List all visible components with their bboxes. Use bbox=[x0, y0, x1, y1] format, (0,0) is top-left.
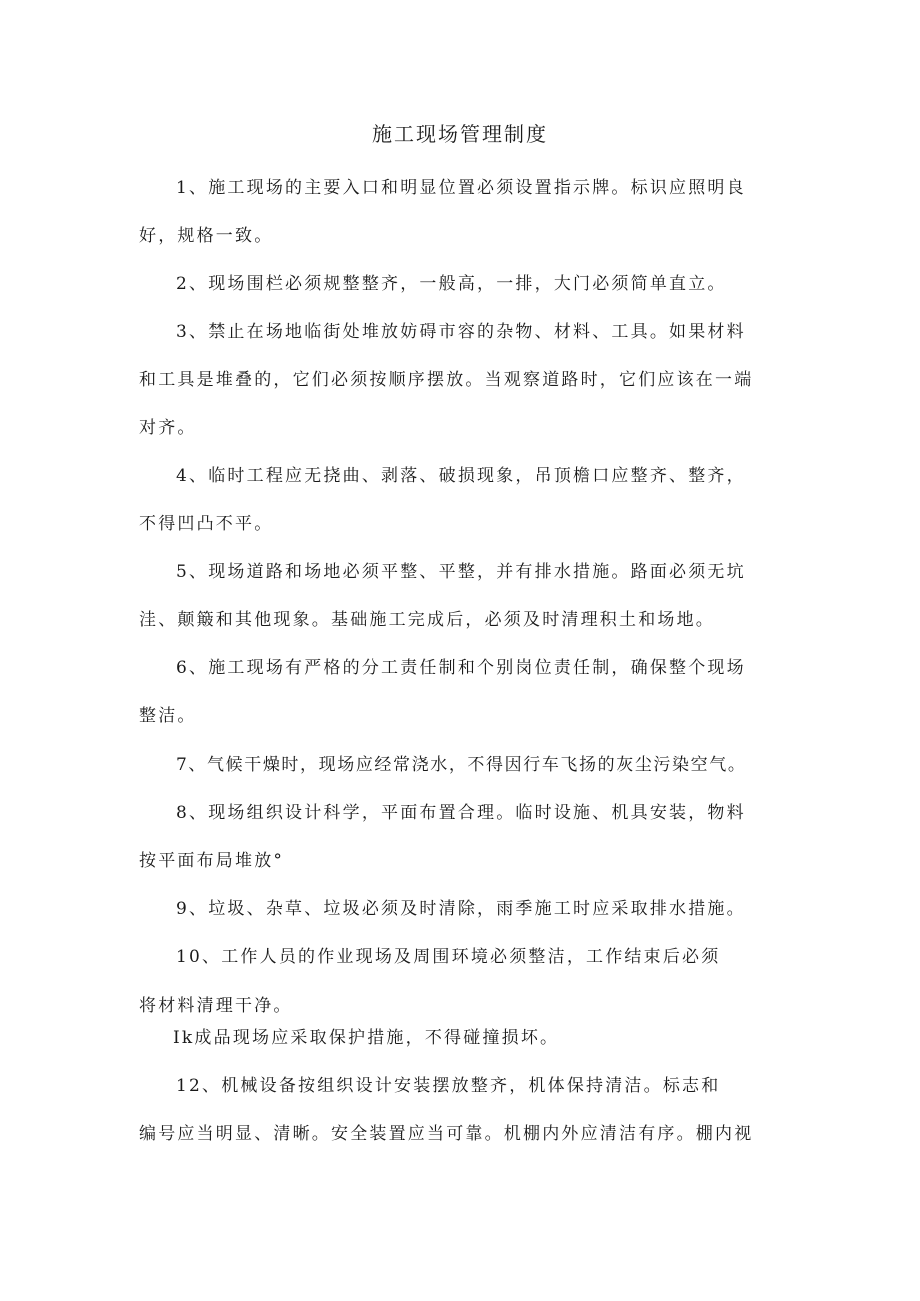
paragraph-line: 1、施工现场的主要入口和明显位置必须设置指示牌。标识应照明良 bbox=[176, 178, 746, 198]
paragraph-line: 按平面布局堆放° bbox=[139, 851, 285, 871]
paragraph-line: 6、施工现场有严格的分工责任制和个别岗位责任制，确保整个现场 bbox=[176, 658, 746, 678]
paragraph-line: 3、禁止在场地临街处堆放妨碍市容的杂物、材料、工具。如果材料 bbox=[176, 322, 746, 342]
document-title: 施工现场管理制度 bbox=[372, 122, 548, 146]
paragraph-line: 5、现场道路和场地必须平整、平整，并有排水措施。路面必须无坑 bbox=[176, 562, 746, 582]
paragraph-line: 7、气候干燥时，现场应经常浇水，不得因行车飞扬的灰尘污染空气。 bbox=[176, 755, 747, 775]
paragraph-line: 9、垃圾、杂草、垃圾必须及时清除，雨季施工时应采取排水措施。 bbox=[176, 899, 746, 919]
paragraph-line: 对齐。 bbox=[139, 418, 197, 438]
paragraph-line: 整洁。 bbox=[139, 706, 197, 726]
paragraph-line: 不得凹凸不平。 bbox=[139, 514, 274, 534]
paragraph-line: 8、现场组织设计科学，平面布置合理。临时设施、机具安装，物料 bbox=[176, 803, 746, 823]
paragraph-line: Ik成品现场应采取保护措施，不得碰撞损坏。 bbox=[173, 1028, 560, 1048]
paragraph-line: 10、工作人员的作业现场及周围环境必须整洁，工作结束后必须 bbox=[176, 947, 721, 967]
paragraph-line: 编号应当明显、清晰。安全装置应当可靠。机棚内外应清洁有序。棚内视 bbox=[139, 1124, 754, 1144]
paragraph-line: 12、机械设备按组织设计安装摆放整齐，机体保持清洁。标志和 bbox=[176, 1076, 721, 1096]
paragraph-line: 4、临时工程应无挠曲、剥落、破损现象，吊顶檐口应整齐、整齐， bbox=[176, 466, 746, 486]
paragraph-line: 和工具是堆叠的，它们必须按顺序摆放。当观察道路时，它们应该在一端 bbox=[139, 370, 754, 390]
paragraph-line: 2、现场围栏必须规整整齐，一般高，一排，大门必须简单直立。 bbox=[176, 274, 727, 294]
paragraph-line: 洼、颠簸和其他现象。基础施工完成后，必须及时清理积土和场地。 bbox=[139, 610, 715, 630]
paragraph-line: 将材料清理干净。 bbox=[139, 996, 293, 1016]
paragraph-line: 好，规格一致。 bbox=[139, 226, 274, 246]
